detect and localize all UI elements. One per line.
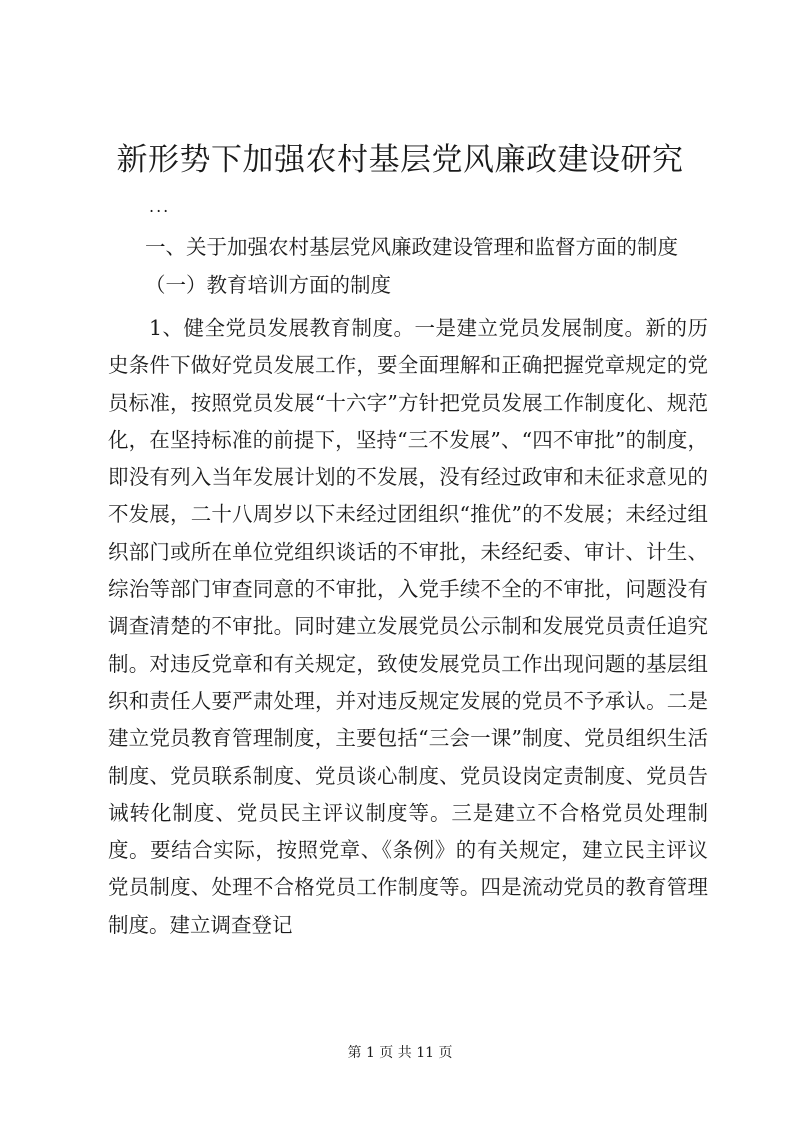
document-title: 新形势下加强农村基层党风廉政建设研究: [116, 142, 684, 178]
body-paragraph: 1、健全党员发展教育制度。一是建立党员发展制度。新的历史条件下做好党员发展工作，要全面理解和正确把握党章规定的党员标准，按照党员发展“十六字”方针把党员发展工作制度化、规范化，在坚持标准的前提下，坚持“三不发展”、“四不审批”的制度，即没有列入当年发展计划的不发展，没有经过政审和未征求意见的不发展，二十八周岁以下未经过团组织“推优”的不发展；未经过组织部门或所在单位党组织谈话的不审批，未经纪委、审计、计生、综治等部门审查同意的不审批，入党手续不全的不审批，问题没有调查清楚的不审批。同时建立发展党员公示制和发展党员责任追究制。对违反党章和有关规定，致使发展党员工作出现问题的基层组织和责任人要严肃处理，并对违反规定发展的党员不予承认。二是建立党员教育管理制度，主要包括“三会一课”制度、党员组织生活制度、党员联系制度、党员谈心制度、党员设岗定责制度、党员告诫转化制度、党员民主评议制度等。三是建立不合格党员处理制度。要结合实际，按照党章、《条例》的有关规定，建立民主评议党员制度、处理不合格党员工作制度等。四是流动党员的教育管理制度。建立调查登记: [108, 316, 708, 937]
subsection-heading: （一）教育培训方面的制度: [145, 273, 391, 297]
ellipsis-marker: ...: [149, 197, 171, 216]
page-footer: 第 1 页 共 11 页: [347, 1045, 453, 1061]
section-heading: 一、关于加强农村基层党风廉政建设管理和监督方面的制度: [145, 235, 678, 259]
